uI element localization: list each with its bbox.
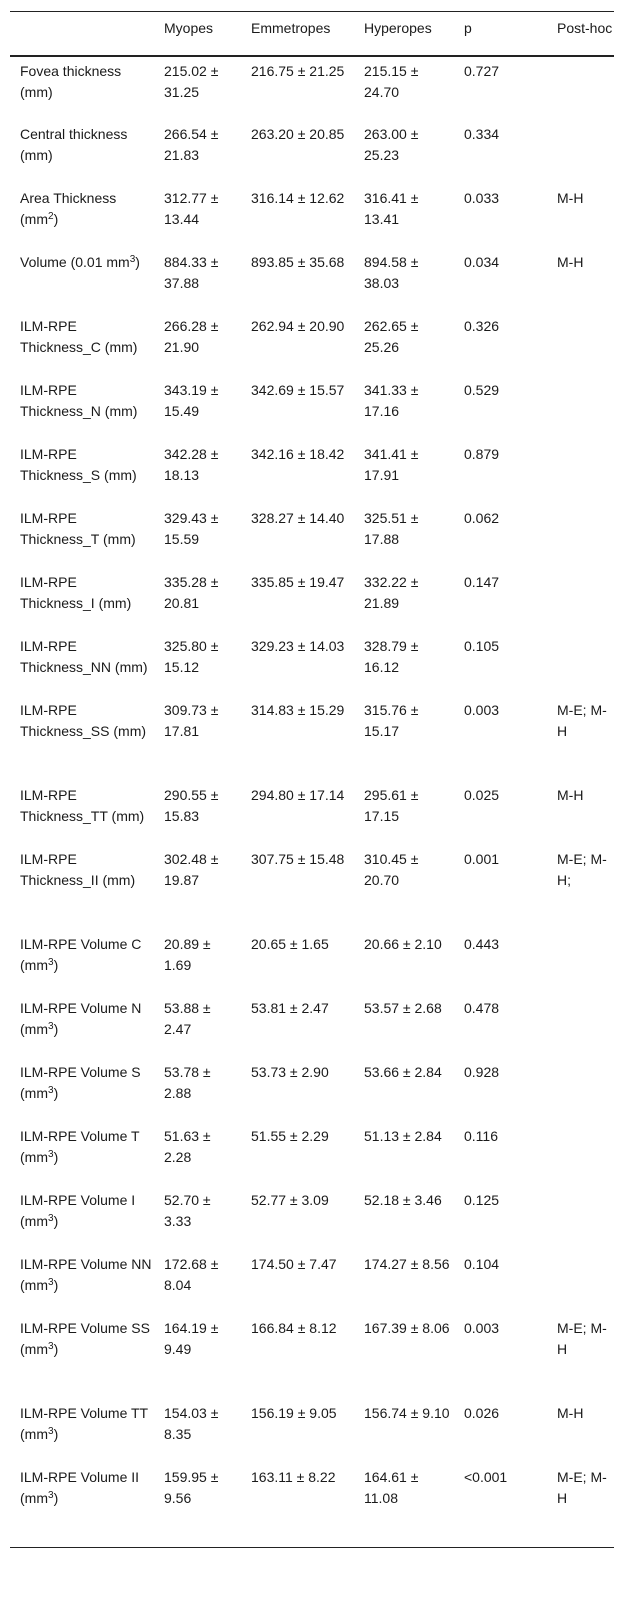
unit-close: ) xyxy=(53,1020,59,1037)
post-hoc-cell xyxy=(547,632,614,696)
post-hoc-cell: M-H xyxy=(557,253,584,270)
emmetropes-value-cell: 342.69 ± 15.57 xyxy=(251,381,345,398)
post-hoc-cell xyxy=(547,376,614,440)
table-row xyxy=(10,312,614,376)
unit-exponent: 3 xyxy=(48,1425,54,1437)
row-parameter-cell xyxy=(10,1250,154,1314)
parameter-label: ILM-RPE Volume SS (mm xyxy=(20,1319,150,1357)
unit-exponent: 3 xyxy=(48,1148,54,1160)
unit-close: ) xyxy=(53,1148,59,1165)
myopes-value-cell: 266.54 ± 21.83 xyxy=(164,125,219,163)
table-row xyxy=(10,1058,614,1122)
post-hoc-cell xyxy=(547,1058,614,1122)
table-row xyxy=(10,568,614,632)
row-parameter-cell xyxy=(10,56,154,120)
parameter-label: ILM-RPE Volume NN (mm xyxy=(20,1255,152,1293)
unit-exponent: 3 xyxy=(48,956,54,968)
myopes-value-cell: 159.95 ± 9.56 xyxy=(164,1468,219,1506)
row-parameter-cell xyxy=(10,994,154,1058)
parameter-label: ILM-RPE Volume S (mm xyxy=(20,1063,141,1101)
emmetropes-value-cell: 156.19 ± 9.05 xyxy=(251,1404,337,1421)
myopes-value-cell: 51.63 ± 2.28 xyxy=(164,1127,211,1165)
row-parameter-cell xyxy=(10,1122,154,1186)
header-cell-p: p xyxy=(464,20,472,36)
post-hoc-cell: M-H xyxy=(557,1404,584,1421)
myopes-value-cell: 53.88 ± 2.47 xyxy=(164,999,211,1037)
row-parameter-cell xyxy=(10,1463,154,1548)
emmetropes-value-cell: 51.55 ± 2.29 xyxy=(251,1127,329,1144)
table-row xyxy=(10,1122,614,1186)
emmetropes-value-cell: 294.80 ± 17.14 xyxy=(251,786,345,803)
header-cell-post-hoc: Post-hoc xyxy=(557,20,613,36)
unit-exponent: 3 xyxy=(48,1340,54,1352)
myopes-value-cell: 266.28 ± 21.90 xyxy=(164,317,219,355)
header-cell-hyperopes: Hyperopes xyxy=(364,20,432,36)
hyperopes-value-cell: 215.15 ± 24.70 xyxy=(364,62,419,100)
row-parameter-cell xyxy=(10,440,154,504)
emmetropes-value-cell: 893.85 ± 35.68 xyxy=(251,253,345,270)
post-hoc-cell xyxy=(547,994,614,1058)
row-parameter-cell xyxy=(10,184,154,248)
emmetropes-value-cell: 307.75 ± 15.48 xyxy=(251,850,345,867)
p-value-cell: 0.105 xyxy=(464,637,500,654)
unit-close: ) xyxy=(53,1276,59,1293)
row-parameter-cell xyxy=(10,1186,154,1250)
parameter-label: Central thickness (mm) xyxy=(20,125,128,163)
hyperopes-value-cell: 325.51 ± 17.88 xyxy=(364,509,419,547)
emmetropes-value-cell: 163.11 ± 8.22 xyxy=(251,1468,336,1485)
myopes-value-cell: 172.68 ± 8.04 xyxy=(164,1255,219,1293)
hyperopes-value-cell: 51.13 ± 2.84 xyxy=(364,1127,442,1144)
table-row xyxy=(10,376,614,440)
hyperopes-value-cell: 262.65 ± 25.26 xyxy=(364,317,419,355)
myopes-value-cell: 53.78 ± 2.88 xyxy=(164,1063,211,1101)
p-value-cell: 0.478 xyxy=(464,999,500,1016)
table-header xyxy=(10,12,614,56)
table-row xyxy=(10,781,614,845)
emmetropes-value-cell: 328.27 ± 14.40 xyxy=(251,509,345,526)
p-value-cell: 0.928 xyxy=(464,1063,500,1080)
p-value-cell: 0.147 xyxy=(464,573,500,590)
hyperopes-value-cell: 328.79 ± 16.12 xyxy=(364,637,419,675)
parameter-label: ILM-RPE Thickness_TT (mm) xyxy=(20,786,145,824)
post-hoc-cell: M-H xyxy=(557,189,584,206)
p-value-cell: 0.879 xyxy=(464,445,500,462)
emmetropes-value-cell: 166.84 ± 8.12 xyxy=(251,1319,337,1336)
p-value-cell: 0.125 xyxy=(464,1191,500,1208)
myopes-value-cell: 215.02 ± 31.25 xyxy=(164,62,219,100)
myopes-value-cell: 329.43 ± 15.59 xyxy=(164,509,219,547)
row-parameter-cell xyxy=(10,632,154,696)
post-hoc-cell: M-E; M-H xyxy=(557,1319,607,1357)
hyperopes-value-cell: 53.57 ± 2.68 xyxy=(364,999,442,1016)
post-hoc-cell: M-E; M-H xyxy=(557,701,607,739)
emmetropes-value-cell: 52.77 ± 3.09 xyxy=(251,1191,329,1208)
table-row xyxy=(10,1250,614,1314)
unit-close: ) xyxy=(53,1425,59,1442)
hyperopes-value-cell: 164.61 ± 11.08 xyxy=(364,1468,419,1506)
parameter-label: ILM-RPE Volume II (mm xyxy=(20,1468,140,1506)
hyperopes-value-cell: 174.27 ± 8.56 xyxy=(364,1255,450,1272)
table-row xyxy=(10,845,614,930)
header-row xyxy=(10,12,614,56)
myopes-value-cell: 52.70 ± 3.33 xyxy=(164,1191,211,1229)
emmetropes-value-cell: 262.94 ± 20.90 xyxy=(251,317,345,334)
myopes-value-cell: 154.03 ± 8.35 xyxy=(164,1404,219,1442)
emmetropes-value-cell: 316.14 ± 12.62 xyxy=(251,189,345,206)
p-value-cell: <0.001 xyxy=(464,1468,508,1485)
row-parameter-cell xyxy=(10,504,154,568)
row-parameter-cell xyxy=(10,781,154,845)
p-value-cell: 0.334 xyxy=(464,125,500,142)
row-parameter-cell xyxy=(10,1314,154,1399)
myopes-value-cell: 342.28 ± 18.13 xyxy=(164,445,219,483)
table-row xyxy=(10,184,614,248)
row-parameter-cell xyxy=(10,696,154,781)
hyperopes-value-cell: 167.39 ± 8.06 xyxy=(364,1319,450,1336)
hyperopes-value-cell: 156.74 ± 9.10 xyxy=(364,1404,450,1421)
unit-exponent: 3 xyxy=(129,253,136,265)
p-value-cell: 0.104 xyxy=(464,1255,500,1272)
header-cell-emmetropes: Emmetropes xyxy=(251,20,331,36)
p-value-cell: 0.529 xyxy=(464,381,500,398)
post-hoc-cell xyxy=(547,1122,614,1186)
hyperopes-value-cell: 341.33 ± 17.16 xyxy=(364,381,419,419)
table-row xyxy=(10,504,614,568)
p-value-cell: 0.003 xyxy=(464,1319,500,1336)
emmetropes-value-cell: 263.20 ± 20.85 xyxy=(251,125,345,142)
unit-close: ) xyxy=(135,253,140,270)
parameter-label: ILM-RPE Thickness_SS (mm) xyxy=(20,701,147,739)
table-body xyxy=(10,56,614,1548)
unit-exponent: 3 xyxy=(48,1084,54,1096)
unit-exponent: 3 xyxy=(48,1489,54,1501)
hyperopes-value-cell: 894.58 ± 38.03 xyxy=(364,253,419,291)
parameter-label: ILM-RPE Thickness_S (mm) xyxy=(20,445,137,483)
parameter-label: ILM-RPE Thickness_I (mm) xyxy=(20,573,132,611)
parameter-label: Area Thickness (mm xyxy=(20,189,117,227)
hyperopes-value-cell: 263.00 ± 25.23 xyxy=(364,125,419,163)
unit-close: ) xyxy=(53,210,59,227)
unit-close: ) xyxy=(53,1340,59,1357)
parameter-label: ILM-RPE Volume I (mm xyxy=(20,1191,136,1229)
post-hoc-cell xyxy=(547,440,614,504)
myopes-value-cell: 309.73 ± 17.81 xyxy=(164,701,219,739)
table-row xyxy=(10,120,614,184)
emmetropes-value-cell: 314.83 ± 15.29 xyxy=(251,701,345,718)
table-row xyxy=(10,632,614,696)
table-row xyxy=(10,440,614,504)
post-hoc-cell: M-H xyxy=(557,786,584,803)
emmetropes-value-cell: 329.23 ± 14.03 xyxy=(251,637,345,654)
myopes-value-cell: 312.77 ± 13.44 xyxy=(164,189,219,227)
parameter-label: ILM-RPE Volume N (mm xyxy=(20,999,142,1037)
p-value-cell: 0.001 xyxy=(464,850,500,867)
p-value-cell: 0.033 xyxy=(464,189,500,206)
table-row xyxy=(10,1186,614,1250)
table-row xyxy=(10,248,614,312)
unit-close: ) xyxy=(53,1084,59,1101)
unit-exponent: 3 xyxy=(48,1276,54,1288)
row-parameter-cell xyxy=(10,120,154,184)
hyperopes-value-cell: 52.18 ± 3.46 xyxy=(364,1191,442,1208)
parameter-label: ILM-RPE Thickness_C (mm) xyxy=(20,317,138,355)
p-value-cell: 0.443 xyxy=(464,935,500,952)
unit-close: ) xyxy=(53,956,59,973)
parameter-label: Volume (0.01 mm xyxy=(20,253,130,270)
p-value-cell: 0.727 xyxy=(464,62,500,79)
myopes-value-cell: 343.19 ± 15.49 xyxy=(164,381,219,419)
post-hoc-cell xyxy=(547,56,614,120)
table-row xyxy=(10,1463,614,1548)
post-hoc-cell xyxy=(547,930,614,994)
table-row xyxy=(10,1314,614,1399)
table-row xyxy=(10,930,614,994)
table-row xyxy=(10,56,614,120)
myopes-value-cell: 164.19 ± 9.49 xyxy=(164,1319,219,1357)
row-parameter-cell xyxy=(10,568,154,632)
p-value-cell: 0.116 xyxy=(464,1127,498,1144)
emmetropes-value-cell: 53.73 ± 2.90 xyxy=(251,1063,329,1080)
parameter-label: ILM-RPE Thickness_T (mm) xyxy=(20,509,136,547)
unit-close: ) xyxy=(53,1489,59,1506)
p-value-cell: 0.062 xyxy=(464,509,500,526)
row-parameter-cell xyxy=(10,312,154,376)
hyperopes-value-cell: 20.66 ± 2.10 xyxy=(364,935,442,952)
myopes-value-cell: 335.28 ± 20.81 xyxy=(164,573,219,611)
p-value-cell: 0.026 xyxy=(464,1404,500,1421)
myopes-value-cell: 302.48 ± 19.87 xyxy=(164,850,219,888)
emmetropes-value-cell: 216.75 ± 21.25 xyxy=(251,62,345,79)
p-value-cell: 0.326 xyxy=(464,317,500,334)
row-parameter-cell xyxy=(10,1058,154,1122)
unit-exponent: 2 xyxy=(48,210,54,222)
parameter-label: ILM-RPE Volume TT (mm xyxy=(20,1404,148,1442)
results-table-container xyxy=(10,11,614,1548)
row-parameter-cell xyxy=(10,845,154,930)
unit-exponent: 3 xyxy=(48,1020,54,1032)
post-hoc-cell xyxy=(547,312,614,376)
emmetropes-value-cell: 335.85 ± 19.47 xyxy=(251,573,345,590)
emmetropes-value-cell: 174.50 ± 7.47 xyxy=(251,1255,337,1272)
hyperopes-value-cell: 53.66 ± 2.84 xyxy=(364,1063,442,1080)
post-hoc-cell: M-E; M-H xyxy=(557,1468,607,1506)
table-row xyxy=(10,994,614,1058)
row-parameter-cell xyxy=(10,376,154,440)
post-hoc-cell xyxy=(547,504,614,568)
hyperopes-value-cell: 315.76 ± 15.17 xyxy=(364,701,419,739)
p-value-cell: 0.025 xyxy=(464,786,500,803)
myopes-value-cell: 884.33 ± 37.88 xyxy=(164,253,219,291)
unit-exponent: 3 xyxy=(48,1212,54,1224)
post-hoc-cell xyxy=(547,120,614,184)
header-cell-myopes: Myopes xyxy=(164,20,214,36)
parameter-label: ILM-RPE Thickness_II (mm) xyxy=(20,850,136,888)
table-row xyxy=(10,696,614,781)
post-hoc-cell xyxy=(547,1250,614,1314)
myopes-value-cell: 290.55 ± 15.83 xyxy=(164,786,219,824)
parameter-label: ILM-RPE Thickness_NN (mm) xyxy=(20,637,148,675)
row-parameter-cell xyxy=(10,248,154,312)
hyperopes-value-cell: 341.41 ± 17.91 xyxy=(364,445,419,483)
post-hoc-cell xyxy=(547,1186,614,1250)
parameter-label: ILM-RPE Thickness_N (mm) xyxy=(20,381,138,419)
p-value-cell: 0.034 xyxy=(464,253,500,270)
hyperopes-value-cell: 332.22 ± 21.89 xyxy=(364,573,419,611)
parameter-label: Fovea thickness (mm) xyxy=(20,62,122,100)
row-parameter-cell xyxy=(10,1399,154,1463)
table-row xyxy=(10,1399,614,1463)
parameter-label: ILM-RPE Volume T (mm xyxy=(20,1127,140,1165)
header-cell-parameter xyxy=(10,12,154,56)
row-parameter-cell xyxy=(10,930,154,994)
p-value-cell: 0.003 xyxy=(464,701,500,718)
hyperopes-value-cell: 310.45 ± 20.70 xyxy=(364,850,419,888)
emmetropes-value-cell: 53.81 ± 2.47 xyxy=(251,999,329,1016)
post-hoc-cell xyxy=(547,568,614,632)
post-hoc-cell: M-E; M-H; xyxy=(557,850,607,888)
hyperopes-value-cell: 295.61 ± 17.15 xyxy=(364,786,419,824)
hyperopes-value-cell: 316.41 ± 13.41 xyxy=(364,189,419,227)
unit-close: ) xyxy=(53,1212,59,1229)
myopes-value-cell: 325.80 ± 15.12 xyxy=(164,637,219,675)
results-table xyxy=(10,11,614,1548)
parameter-label: ILM-RPE Volume C (mm xyxy=(20,935,142,973)
emmetropes-value-cell: 20.65 ± 1.65 xyxy=(251,935,329,952)
emmetropes-value-cell: 342.16 ± 18.42 xyxy=(251,445,345,462)
myopes-value-cell: 20.89 ± 1.69 xyxy=(164,935,211,973)
